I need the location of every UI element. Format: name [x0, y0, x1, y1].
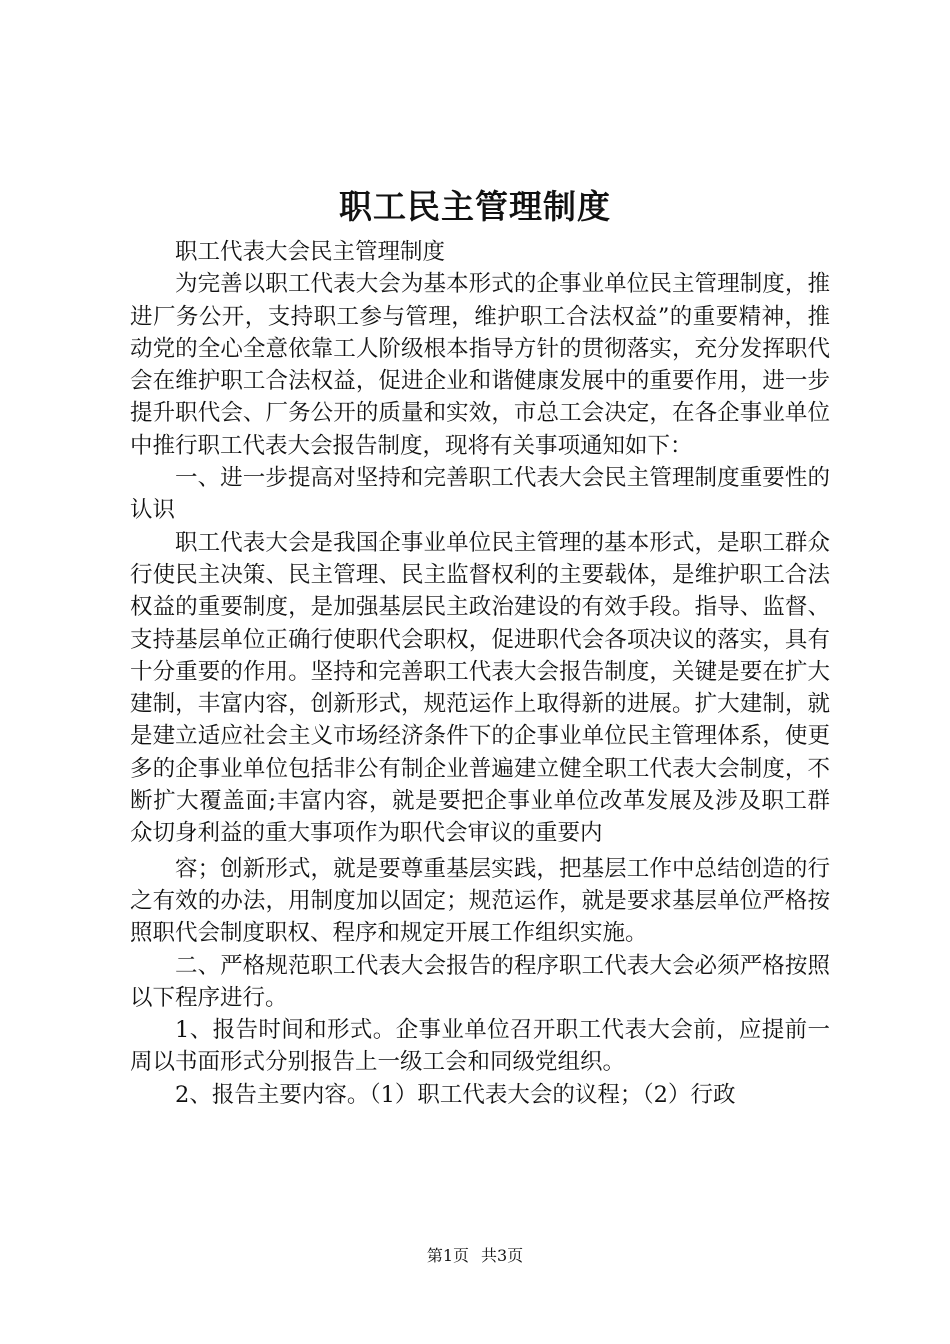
document-body: [130, 236, 830, 1111]
paragraph-intro: 为完善以职工代表大会为基本形式的企事业单位民主管理制度，推进厂务公开，支持职工参与管理，维护职工合法权益”的重要精神，推动党的全心全意依靠工人阶级根本指导方针的贯彻落实，充分发挥职代会在维护职工合法权益，促进企业和谐健康发展中的重要作用，进一步提升职代会、厂务公开的质量和实效，市总工会决定，在各企事业单位中推行职工代表大会报告制度，现将有关事项通知如下：: [130, 271, 830, 459]
document-title: 职工民主管理制度: [339, 187, 611, 226]
page-footer: [0, 1244, 950, 1268]
paragraph-section-1-heading: 一、进一步提高对坚持和完善职工代表大会民主管理制度重要性的认识: [130, 465, 830, 524]
paragraph-subtitle: 职工代表大会民主管理制度: [175, 239, 446, 265]
paragraph-section-2-heading: 二、严格规范职工代表大会报告的程序职工代表大会必须严格按照以下程序进行。: [130, 952, 830, 1011]
page-total: 共3页: [481, 1246, 524, 1265]
paragraph-item-2: 2、报告主要内容。（1）职工代表大会的议程；（2）行政: [175, 1081, 736, 1108]
page-number: 第1页: [426, 1246, 469, 1265]
paragraph-item-1: 1、报告时间和形式。企事业单位召开职工代表大会前，应提前一周以书面形式分别报告上一级工会和同级党组织。: [130, 1017, 830, 1076]
paragraph-section-1-body: 职工代表大会是我国企事业单位民主管理的基本形式，是职工群众行使民主决策、民主管理、民主监督权利的主要载体，是维护职工合法权益的重要制度，是加强基层民主政治建设的有效手段。指导、监督、支持基层单位正确行使职代会职权，促进职代会各项决议的落实，具有十分重要的作用。坚持和完善职工代表大会报告制度，关键是要在扩大建制，丰富内容，创新形式，规范运作上取得新的进展。扩大建制，就是建立适应社会主义市场经济条件下的企事业单位民主管理体系，使更多的企事业单位包括非公有制企业普遍建立健全职工代表大会制度，不断扩大覆盖面;丰富内容，就是要把企事业单位改革发展及涉及职工群众切身利益的重大事项作为职代会审议的重要内: [130, 529, 830, 847]
paragraph-section-1-continued: 容；创新形式，就是要尊重基层实践，把基层工作中总结创造的行之有效的办法，用制度加以固定；规范运作，就是要求基层单位严格按照职代会制度职权、程序和规定开展工作组织实施。: [130, 855, 830, 947]
